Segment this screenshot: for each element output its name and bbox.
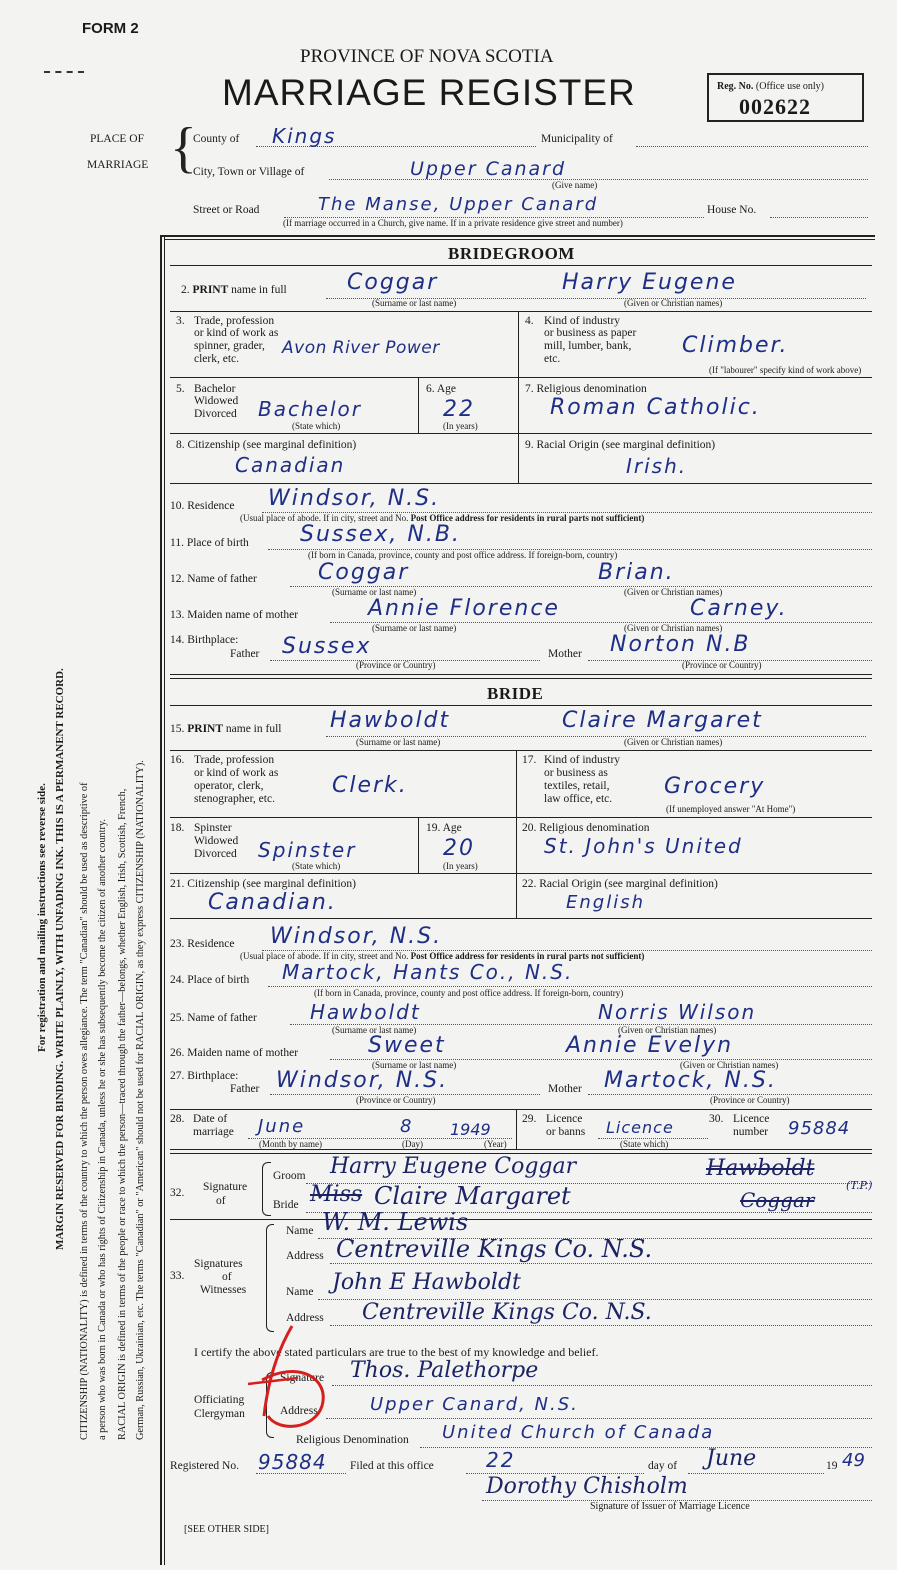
groom-age: 22 bbox=[443, 397, 475, 422]
bride-pob-hint: (If born in Canada, province, county and post office address. If foreign-born, country) bbox=[314, 988, 624, 998]
bride-rel-label-wrap bbox=[522, 823, 649, 835]
bride-status: Spinster bbox=[258, 838, 357, 862]
marriage-year: 1949 bbox=[450, 1120, 491, 1139]
bride-cit-label: Citizenship (see marginal definition) bbox=[187, 878, 356, 890]
groom-cit-label: Citizenship (see marginal definition) bbox=[187, 439, 357, 451]
bride-mother-birthplace: Martock, N.S. bbox=[604, 1068, 777, 1093]
wit-label-3: Witnesses bbox=[200, 1284, 247, 1296]
groom-ind-l3: mill, lumber, bank, bbox=[544, 340, 632, 352]
bride-f25: 25. bbox=[170, 1012, 185, 1024]
w1-address-label: Address bbox=[286, 1250, 324, 1262]
clergy-address: Upper Canard, N.S. bbox=[370, 1394, 579, 1415]
reg-number-box bbox=[707, 73, 864, 122]
w1-name: W. M. Lewis bbox=[322, 1208, 469, 1236]
bride-bp-label-wrap bbox=[170, 1071, 238, 1083]
reg-label: Reg. No. bbox=[717, 81, 754, 92]
bride-res-label: Residence bbox=[187, 938, 235, 950]
bride-trade: Clerk. bbox=[332, 773, 408, 798]
bride-mother-surname-hint: (Surname or last name) bbox=[372, 1060, 457, 1070]
issuer-label: Signature of Issuer of Marriage Licence bbox=[590, 1501, 750, 1512]
sig-of-label: of bbox=[216, 1195, 226, 1207]
street-hint: (If marriage occurred in a Church, give name. If in a private residence give street and number) bbox=[283, 218, 623, 228]
groom-prov-hint-2: (Province or Country) bbox=[682, 660, 762, 670]
clergy-label-2: Clergyman bbox=[194, 1408, 245, 1420]
groom-status-l3: Divorced bbox=[194, 408, 237, 420]
bride-f17: 17. bbox=[522, 754, 537, 766]
groom-trade-l4: clerk, etc. bbox=[194, 353, 240, 365]
groom-mother-given-hint: (Given or Christian names) bbox=[624, 623, 723, 633]
bride-ind-l1: Kind of industry bbox=[544, 754, 621, 766]
bride-status-l3: Divorced bbox=[194, 848, 237, 860]
groom-f10: 10. bbox=[170, 500, 185, 512]
groom-f14: 14. bbox=[170, 634, 185, 646]
bride-mother-given-hint: (Given or Christian names) bbox=[680, 1060, 779, 1070]
bride-mother-given: Annie Evelyn bbox=[566, 1033, 734, 1058]
sig-label: Signature bbox=[203, 1181, 248, 1193]
date-label-1: Date of bbox=[193, 1113, 228, 1125]
bride-rel-label: Religious denomination bbox=[539, 822, 650, 834]
filed-year-prefix: 19 bbox=[826, 1460, 838, 1472]
groom-f8: 8. bbox=[176, 439, 185, 451]
bride-father-label: Name of father bbox=[187, 1012, 257, 1024]
groom-res-label: Residence bbox=[187, 500, 235, 512]
groom-given: Harry Eugene bbox=[562, 270, 737, 295]
filed-label: Filed at this office bbox=[350, 1460, 434, 1472]
bride-f21: 21. bbox=[170, 878, 185, 890]
groom-f11: 11. bbox=[170, 537, 184, 549]
bride-prov-hint-1: (Province or Country) bbox=[356, 1095, 436, 1105]
bride-sig-label: Bride bbox=[273, 1199, 299, 1211]
bride-prov-hint-2: (Province or Country) bbox=[710, 1095, 790, 1105]
street-label: Street or Road bbox=[193, 204, 260, 216]
num-label-2: number bbox=[733, 1126, 769, 1138]
f28: 28. bbox=[170, 1113, 185, 1125]
clergy-addr-label: Address bbox=[280, 1405, 318, 1417]
groom-age-label: Age bbox=[436, 383, 457, 395]
groom-pob-hint: (If born in Canada, province, county and post office address. If foreign-born, country) bbox=[308, 550, 618, 560]
bride-heading: BRIDE bbox=[487, 684, 544, 703]
groom-surname: Coggar bbox=[347, 270, 439, 295]
filed-month: June bbox=[706, 1446, 757, 1471]
bride-f15: 15. bbox=[170, 723, 185, 735]
filed-day-label: day of bbox=[648, 1460, 678, 1472]
clergy-label-1: Officiating bbox=[194, 1394, 245, 1406]
f33: 33. bbox=[170, 1270, 185, 1282]
bride-res-hint-a: (Usual place of abode. If in city, street and No. bbox=[240, 951, 409, 961]
margin-line-5: RACIAL ORIGIN is defined in terms of the people or race to which the person—traced through the father—belongs, whether English, Irish, Scottish, French, bbox=[117, 788, 128, 1440]
city-hint: (Give name) bbox=[552, 180, 598, 190]
bride-bp-label: Birthplace: bbox=[187, 1070, 239, 1082]
bride-status-hint: (State which) bbox=[292, 861, 341, 871]
f32: 32. bbox=[170, 1187, 185, 1199]
reg-number: 002622 bbox=[739, 94, 811, 119]
sig-brace-32 bbox=[262, 1162, 271, 1216]
groom-father-label-wrap bbox=[170, 574, 257, 586]
groom-ind-l2: or business as paper bbox=[544, 327, 637, 339]
city-label: City, Town or Village of bbox=[193, 166, 305, 178]
sig-brace-33 bbox=[266, 1224, 274, 1332]
day-hint: (Day) bbox=[402, 1139, 423, 1149]
dash-mark bbox=[44, 71, 84, 73]
lic-label-1: Licence bbox=[546, 1113, 583, 1125]
groom-pob-label: Place of birth bbox=[186, 537, 249, 549]
bride-religion: St. John's United bbox=[544, 834, 743, 858]
margin-line-2: For registration and mailing instructions see reverse side. bbox=[36, 783, 48, 1052]
groom-ind-l1: Kind of industry bbox=[544, 315, 621, 327]
groom-f3: 3. bbox=[176, 315, 185, 327]
groom-trade: Avon River Power bbox=[282, 338, 440, 358]
groom-father-surname: Coggar bbox=[318, 560, 410, 585]
groom-birthplace: Sussex, N.B. bbox=[300, 522, 461, 547]
groom-ind-hint: (If "labourer" specify kind of work above) bbox=[709, 365, 862, 375]
bride-res-label-wrap bbox=[170, 939, 235, 951]
groom-age-hint: (In years) bbox=[443, 421, 478, 431]
bride-age-label-wrap bbox=[426, 823, 462, 835]
bride-sig-struck-2: Coggar bbox=[740, 1188, 815, 1212]
bride-cit-label-wrap bbox=[170, 879, 356, 891]
red-check-mark bbox=[238, 1320, 338, 1440]
clergy-den-label: Religious Denomination bbox=[296, 1434, 409, 1446]
licence-number: 95884 bbox=[788, 1118, 851, 1139]
groom-trade-l2: or kind of work as bbox=[194, 327, 279, 339]
county-label: County of bbox=[193, 133, 240, 145]
page-title: MARRIAGE REGISTER bbox=[222, 72, 636, 113]
groom-rel-label-wrap bbox=[525, 384, 647, 396]
filed-year: 49 bbox=[842, 1450, 865, 1471]
bride-surname-hint: (Surname or last name) bbox=[356, 737, 441, 747]
groom-race-label-wrap bbox=[525, 440, 715, 452]
place-label-2: MARRIAGE bbox=[87, 159, 149, 171]
groom-given-hint: (Given or Christian names) bbox=[624, 298, 723, 308]
issuer-signature: Dorothy Chisholm bbox=[486, 1474, 688, 1499]
bride-trade-l2: or kind of work as bbox=[194, 767, 279, 779]
bride-bp-father: Father bbox=[230, 1083, 260, 1095]
bride-citizenship: Canadian. bbox=[208, 890, 337, 915]
bride-sig-tp: (T.P.) bbox=[846, 1179, 873, 1192]
groom-f6-no: 6. bbox=[426, 383, 435, 395]
bride-given: Claire Margaret bbox=[562, 708, 763, 733]
bride-residence: Windsor, N.S. bbox=[270, 924, 443, 949]
bride-father-given: Norris Wilson bbox=[598, 1000, 757, 1024]
bride-given-hint: (Given or Christian names) bbox=[624, 737, 723, 747]
groom-bp-label-wrap bbox=[170, 635, 238, 647]
bride-status-l1: Spinster bbox=[194, 822, 232, 834]
groom-signature: Harry Eugene Coggar bbox=[330, 1154, 577, 1179]
bride-f23: 23. bbox=[170, 938, 185, 950]
frame-top bbox=[160, 235, 875, 237]
bride-trade-l3: operator, clerk, bbox=[194, 780, 264, 792]
certify-text: I certify the above stated particulars are true to the best of my knowledge and belief. bbox=[194, 1345, 599, 1359]
date-label-2: marriage bbox=[193, 1126, 234, 1138]
bride-age-hint: (In years) bbox=[443, 861, 478, 871]
bride-trade-l4: stenographer, etc. bbox=[194, 793, 275, 805]
county-value: Kings bbox=[272, 124, 337, 148]
licence-or-banns: Licence bbox=[606, 1118, 674, 1137]
bride-f18: 18. bbox=[170, 822, 185, 834]
groom-bp-label: Birthplace: bbox=[187, 634, 239, 646]
f30: 30. bbox=[709, 1113, 724, 1125]
margin-line-1: MARGIN RESERVED FOR BINDING. WRITE PLAINLY, WITH UNFADING INK. THIS IS A PERMANENT RECORD. bbox=[54, 668, 66, 1250]
bride-ind-l2: or business as bbox=[544, 767, 608, 779]
street-value: The Manse, Upper Canard bbox=[318, 194, 599, 215]
form-number: FORM 2 bbox=[82, 20, 139, 37]
bride-f16: 16. bbox=[170, 754, 185, 766]
groom-status: Bachelor bbox=[258, 397, 362, 421]
num-label-1: Licence bbox=[733, 1113, 770, 1125]
groom-name-label: name in full bbox=[231, 284, 287, 296]
groom-trade-l3: spinner, grader, bbox=[194, 340, 265, 352]
bride-name-label: name in full bbox=[225, 723, 282, 735]
bride-father-birthplace: Windsor, N.S. bbox=[276, 1068, 449, 1093]
bride-mother-label-wrap bbox=[170, 1048, 298, 1060]
w2-address: Centreville Kings Co. N.S. bbox=[362, 1300, 652, 1325]
w1-name-label: Name bbox=[286, 1225, 314, 1237]
year-hint: (Year) bbox=[484, 1139, 507, 1149]
bride-race-label: Racial Origin (see marginal definition) bbox=[539, 878, 718, 890]
groom-f6 bbox=[426, 384, 456, 396]
bride-f19: 19. bbox=[426, 822, 441, 834]
margin-line-6: German, Russian, Ukrainian, etc. The terms "Canadian" or "American" should not be used for RACIAL ORIGIN, as they express CITIZENSHIP (NATIONALITY). bbox=[135, 760, 146, 1440]
place-label-1: PLACE OF bbox=[90, 133, 144, 145]
groom-ind-l4: etc. bbox=[544, 353, 561, 365]
groom-father-given: Brian. bbox=[598, 560, 675, 585]
bride-father-surname: Hawboldt bbox=[310, 1000, 421, 1024]
groom-mother-surname: Annie Florence bbox=[368, 596, 560, 621]
house-label: House No. bbox=[707, 204, 757, 216]
bride-f26: 26. bbox=[170, 1047, 185, 1059]
bride-mother-surname: Sweet bbox=[368, 1033, 446, 1058]
bride-ind-l3: textiles, retail, bbox=[544, 780, 610, 792]
w2-name-label: Name bbox=[286, 1286, 314, 1298]
municipality-label: Municipality of bbox=[541, 133, 613, 145]
lic-label-2: or banns bbox=[546, 1126, 586, 1138]
bride-trade-l1: Trade, profession bbox=[194, 754, 275, 766]
bride-father-given-hint: (Given or Christian names) bbox=[618, 1025, 717, 1035]
frame-left bbox=[160, 235, 162, 1565]
province-heading: PROVINCE OF NOVA SCOTIA bbox=[300, 46, 554, 67]
bride-sig-struck: Miss bbox=[310, 1182, 363, 1207]
see-other-side: [SEE OTHER SIDE] bbox=[184, 1524, 269, 1535]
brace: { bbox=[170, 117, 197, 179]
bride-bp-mother: Mother bbox=[548, 1083, 582, 1095]
bride-surname: Hawboldt bbox=[330, 708, 451, 733]
groom-father-label: Name of father bbox=[187, 573, 257, 585]
groom-residence: Windsor, N.S. bbox=[268, 486, 441, 511]
bride-birthplace: Martock, Hants Co., N.S. bbox=[282, 960, 574, 984]
bride-f24: 24. bbox=[170, 974, 185, 986]
groom-res-hint-b: Post Office address for residents in rural parts not sufficient) bbox=[410, 513, 645, 523]
registered-label: Registered No. bbox=[170, 1460, 239, 1472]
w2-name: John E Hawboldt bbox=[332, 1270, 521, 1295]
groom-mother-label-wrap bbox=[170, 610, 298, 622]
groom-father-given-hint: (Given or Christian names) bbox=[624, 587, 723, 597]
bride-pob-label-wrap bbox=[170, 975, 249, 987]
groom-bp-father: Father bbox=[230, 648, 260, 660]
bride-res-hint-b: Post Office address for residents in rural parts not sufficient) bbox=[410, 951, 645, 961]
bride-f20: 20. bbox=[522, 822, 537, 834]
groom-f5: 5. bbox=[176, 383, 185, 395]
groom-mother-given: Carney. bbox=[690, 596, 788, 621]
groom-mother-label: Maiden name of mother bbox=[187, 609, 299, 621]
registered-number: 95884 bbox=[258, 1450, 327, 1474]
groom-f12: 12. bbox=[170, 573, 185, 585]
groom-sig-label: Groom bbox=[273, 1170, 306, 1182]
groom-status-hint: (State which) bbox=[292, 421, 341, 431]
w1-address: Centreville Kings Co. N.S. bbox=[336, 1235, 653, 1263]
bride-age-label: Age bbox=[442, 822, 462, 834]
groom-status-l2: Widowed bbox=[194, 395, 239, 407]
bride-print-label: PRINT bbox=[187, 723, 224, 735]
bride-f22: 22. bbox=[522, 878, 537, 890]
wit-label-1: Signatures bbox=[194, 1258, 243, 1270]
bride-father-label-wrap bbox=[170, 1013, 257, 1025]
bride-pob-label: Place of birth bbox=[187, 974, 250, 986]
marriage-day: 8 bbox=[400, 1116, 414, 1137]
groom-pob-label-wrap bbox=[170, 538, 249, 550]
city-value: Upper Canard bbox=[410, 158, 567, 180]
bride-signature: Claire Margaret bbox=[374, 1182, 571, 1210]
clergy-signature: Thos. Palethorpe bbox=[350, 1358, 539, 1383]
groom-religion: Roman Catholic. bbox=[550, 395, 761, 420]
groom-heading: BRIDEGROOM bbox=[448, 244, 575, 263]
bride-industry: Grocery bbox=[664, 774, 766, 799]
reg-office-note: (Office use only) bbox=[755, 81, 825, 92]
groom-prov-hint-1: (Province or Country) bbox=[356, 660, 436, 670]
wit-label-2: of bbox=[222, 1271, 232, 1283]
groom-father-birthplace: Sussex bbox=[282, 634, 372, 659]
bride-status-l2: Widowed bbox=[194, 835, 239, 847]
bride-ind-l4: law office, etc. bbox=[544, 793, 613, 805]
groom-f9: 9. bbox=[525, 439, 534, 451]
f29: 29. bbox=[522, 1113, 537, 1125]
groom-rel-label: Religious denomination bbox=[536, 383, 647, 395]
groom-father-surname-hint: (Surname or last name) bbox=[332, 587, 417, 597]
bride-age: 20 bbox=[443, 836, 475, 861]
groom-racial: Irish. bbox=[626, 454, 688, 478]
margin-line-4: a person who was born in Canada or who has rights of Citizenship in Canada, unless he or she has subsequently become the citizen of another country. bbox=[97, 819, 108, 1440]
groom-f7: 7. bbox=[525, 383, 534, 395]
groom-res-hint-a: (Usual place of abode. If in city, street and No. bbox=[240, 513, 409, 523]
bride-father-surname-hint: (Surname or last name) bbox=[332, 1025, 417, 1035]
bride-ind-hint: (If unemployed answer "At Home") bbox=[666, 804, 796, 814]
margin-line-3: CITIZENSHIP (NATIONALITY) is defined in terms of the country to which the person owes allegiance. The term "Canadian" should be used as descriptive of bbox=[79, 782, 90, 1440]
groom-status-l1: Bachelor bbox=[194, 383, 236, 395]
groom-citizenship: Canadian bbox=[235, 453, 346, 477]
clergy-sig-label: Signature bbox=[280, 1372, 325, 1384]
w2-address-label: Address bbox=[286, 1312, 324, 1324]
bride-racial: English bbox=[566, 892, 645, 913]
groom-mother-surname-hint: (Surname or last name) bbox=[372, 623, 457, 633]
groom-f13: 13. bbox=[170, 609, 185, 621]
groom-cit-label-wrap bbox=[176, 440, 356, 452]
groom-mother-birthplace: Norton N.B bbox=[610, 632, 751, 657]
groom-trade-l1: Trade, profession bbox=[194, 315, 275, 327]
groom-surname-hint: (Surname or last name) bbox=[372, 298, 457, 308]
groom-f4: 4. bbox=[525, 315, 534, 327]
lic-hint: (State which) bbox=[620, 1139, 669, 1149]
bride-race-label-wrap bbox=[522, 879, 718, 891]
filed-day: 22 bbox=[486, 1448, 516, 1472]
groom-race-label: Racial Origin (see marginal definition) bbox=[536, 439, 716, 451]
bride-mother-label: Maiden name of mother bbox=[187, 1047, 299, 1059]
groom-industry: Climber. bbox=[682, 333, 789, 358]
month-hint: (Month by name) bbox=[259, 1139, 322, 1149]
groom-print-label: PRINT bbox=[192, 284, 229, 296]
bride-sig-extra: Hawboldt bbox=[706, 1156, 815, 1181]
groom-res-label-wrap bbox=[170, 501, 235, 513]
clergy-denomination: United Church of Canada bbox=[442, 1422, 715, 1443]
bride-f27: 27. bbox=[170, 1070, 185, 1082]
groom-bp-mother: Mother bbox=[548, 648, 582, 660]
groom-f2: 2. bbox=[181, 284, 190, 296]
marriage-month: June bbox=[258, 1116, 306, 1137]
